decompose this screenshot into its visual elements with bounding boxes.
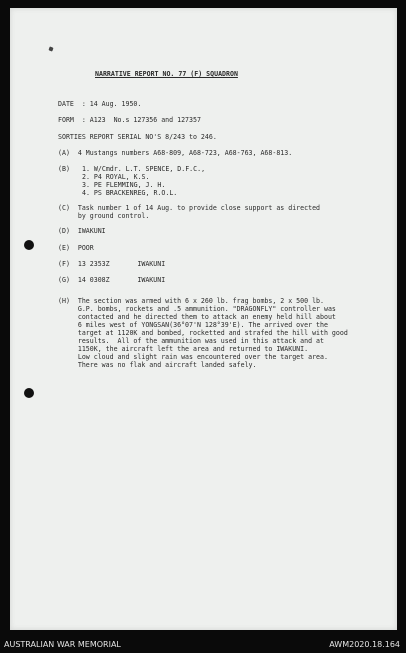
para-h-line-6: results. All of the ammunition was used in this attack and at: [58, 337, 324, 345]
form-line: FORM : A123 No.s 127356 and 127357: [58, 116, 201, 124]
punch-hole-upper: [24, 240, 34, 250]
sorties-line: SORTIES REPORT SERIAL NO'S 8/243 to 246.: [58, 133, 217, 141]
para-h-line-7: 1150K, the aircraft left the area and returned to IWAKUNI.: [58, 345, 309, 353]
footer-institution: AUSTRALIAN WAR MEMORIAL: [4, 640, 121, 649]
report-title: NARRATIVE REPORT NO. 77 (F) SQUADRON: [95, 70, 238, 78]
paper-mark: [48, 46, 53, 51]
para-b-label: (B): [58, 165, 70, 173]
para-a: (A) 4 Mustangs numbers A68-809, A68-723, A68-763, A68-813.: [58, 149, 293, 157]
para-h-line-3: contacted and he directed them to attack an enemy held hill about: [58, 313, 336, 321]
para-h-line-8: Low cloud and slight rain was encountered over the target area.: [58, 353, 328, 361]
para-h-line-4: 6 miles west of YONGSAN(36°07'N 128°39'E). The arrived over the: [58, 321, 328, 329]
para-h-line-1: (H) The section was armed with 6 x 260 lb. frag bombs, 2 x 500 lb.: [58, 297, 324, 305]
date-line: DATE : 14 Aug. 1950.: [58, 100, 142, 108]
para-c-line-2: by ground control.: [58, 212, 150, 220]
footer-accession-number: AWM2020.18.164: [329, 640, 400, 649]
para-d: (D) IWAKUNI: [58, 227, 106, 235]
punch-hole-lower: [24, 388, 34, 398]
crew-line-3: 3. PE FLEMMING, J. H.: [82, 181, 166, 189]
para-e: (E) POOR: [58, 244, 94, 252]
crew-line-2: 2. P4 ROYAL, K.S.: [82, 173, 150, 181]
crew-line-1: 1. W/Cmdr. L.T. SPENCE, D.F.C.,: [82, 165, 206, 173]
para-c-line-1: (C) Task number 1 of 14 Aug. to provide close support as directed: [58, 204, 321, 212]
document-page: [10, 8, 397, 630]
para-h-line-2: G.P. bombs, rockets and .5 ammunition. "DRAGONFLY" controller was: [58, 305, 336, 313]
crew-line-4: 4. PS BRACKENREG, R.O.L.: [82, 189, 178, 197]
para-g: (G) 14 0308Z IWAKUNI: [58, 276, 166, 284]
para-f: (F) 13 2353Z IWAKUNI: [58, 260, 166, 268]
para-h-line-9: There was no flak and aircraft landed safely.: [58, 361, 257, 369]
para-h-line-5: target at 1120K and bombed, rocketted and strafed the hill with good: [58, 329, 348, 337]
footer-bar: [4, 640, 400, 652]
